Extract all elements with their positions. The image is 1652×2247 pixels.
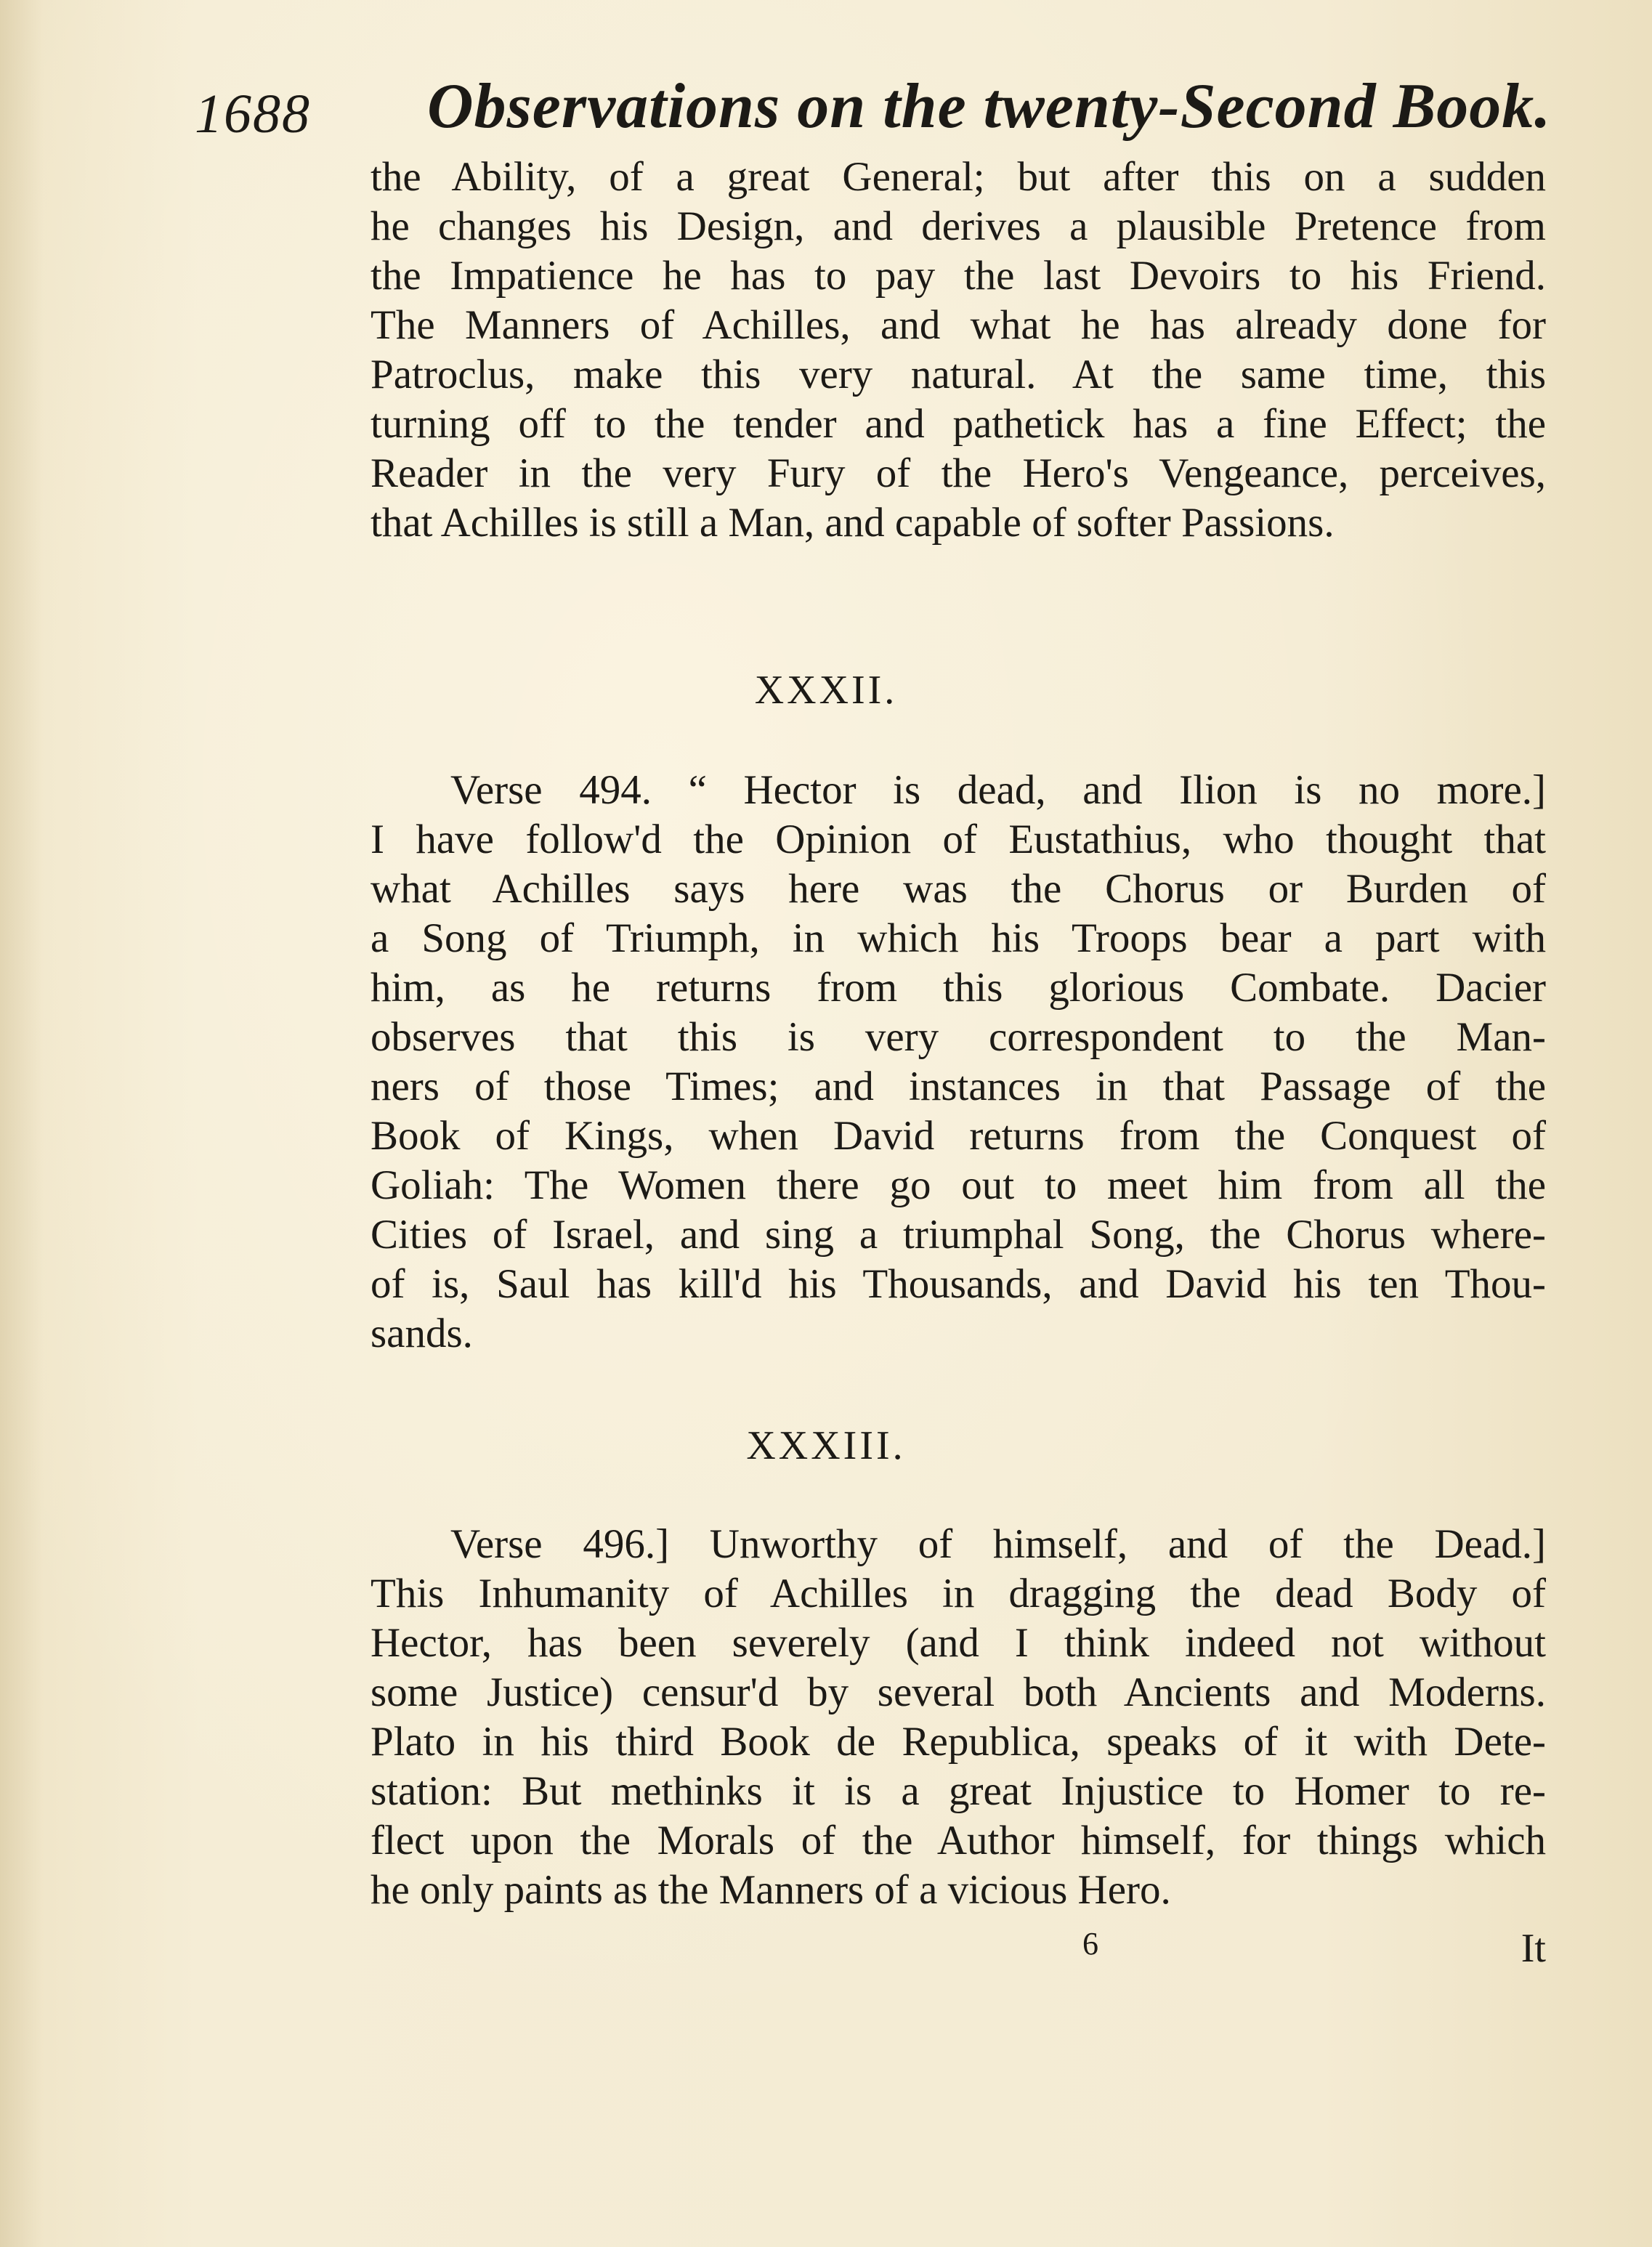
text-line: some Justice) censur'd by several both Ancients and Moderns. — [371, 1669, 1546, 1715]
text-line: The Manners of Achilles, and what he has already done for — [371, 302, 1546, 348]
text-line: This Inhumanity of Achilles in dragging the dead Body of — [371, 1571, 1546, 1616]
section-heading-xxxiii: XXXIII. — [746, 1423, 906, 1468]
page-number: 1688 — [195, 84, 311, 145]
text-line: what Achilles says here was the Chorus or Burden of — [371, 866, 1546, 912]
text-line: he changes his Design, and derives a plausible Pretence from — [371, 203, 1546, 249]
verse-reference-line: Verse 494. “ Hector is dead, and Ilion is no more.] — [450, 767, 1546, 813]
text-line: sands. — [371, 1311, 473, 1356]
text-line: turning off to the tender and pathetick has a fine Effect; the — [371, 401, 1546, 447]
text-line: Book of Kings, when David returns from the Conquest of — [371, 1113, 1546, 1159]
section-xxxiii-body — [371, 1520, 1546, 1915]
running-head — [195, 70, 1552, 150]
text-line: a Song of Triumph, in which his Troops bear a part with — [371, 915, 1546, 961]
text-line: station: But methinks it is a great Injustice to Homer to re- — [371, 1768, 1546, 1814]
text-line: Reader in the very Fury of the Hero's Vengeance, perceives, — [371, 450, 1546, 496]
text-line: of is, Saul has kill'd his Thousands, and David his ten Thou- — [371, 1261, 1546, 1307]
text-line: the Ability, of a great General; but after this on a sudden — [371, 154, 1546, 200]
text-line: Hector, has been severely (and I think indeed not without — [371, 1620, 1546, 1666]
catchword: It — [1521, 1926, 1546, 1971]
paragraph-continuation — [371, 153, 1546, 548]
text-line: Goliah: The Women there go out to meet him from all the — [371, 1162, 1546, 1208]
section-heading-xxxii: XXXII. — [754, 668, 898, 713]
text-line: Cities of Israel, and sing a triumphal Song, the Chorus where- — [371, 1212, 1546, 1258]
text-line: Plato in his third Book de Republica, speaks of it with Dete- — [371, 1719, 1546, 1765]
text-line: that Achilles is still a Man, and capable of softer Passions. — [371, 500, 1335, 546]
verse-reference-line: Verse 496.] Unworthy of himself, and of the Dead.] — [450, 1521, 1546, 1567]
spine-shadow — [0, 0, 44, 2247]
text-line: he only paints as the Manners of a vicious Hero. — [371, 1867, 1171, 1913]
text-line: ners of those Times; and instances in that Passage of the — [371, 1064, 1546, 1109]
signature-mark: 6 — [1082, 1926, 1098, 1961]
text-line: I have follow'd the Opinion of Eustathius, who thought that — [371, 817, 1546, 862]
text-line: observes that this is very correspondent to the Man- — [371, 1014, 1546, 1060]
text-line: the Impatience he has to pay the last Devoirs to his Friend. — [371, 253, 1546, 299]
text-line: Patroclus, make this very natural. At the same time, this — [371, 352, 1546, 397]
running-title: Observations on the twenty-Second Book. — [427, 71, 1552, 142]
page-footer — [371, 1925, 1546, 1983]
text-line: him, as he returns from this glorious Combate. Dacier — [371, 965, 1546, 1011]
section-xxxii-body — [371, 766, 1546, 1359]
text-line: flect upon the Morals of the Author himself, for things which — [371, 1818, 1546, 1863]
